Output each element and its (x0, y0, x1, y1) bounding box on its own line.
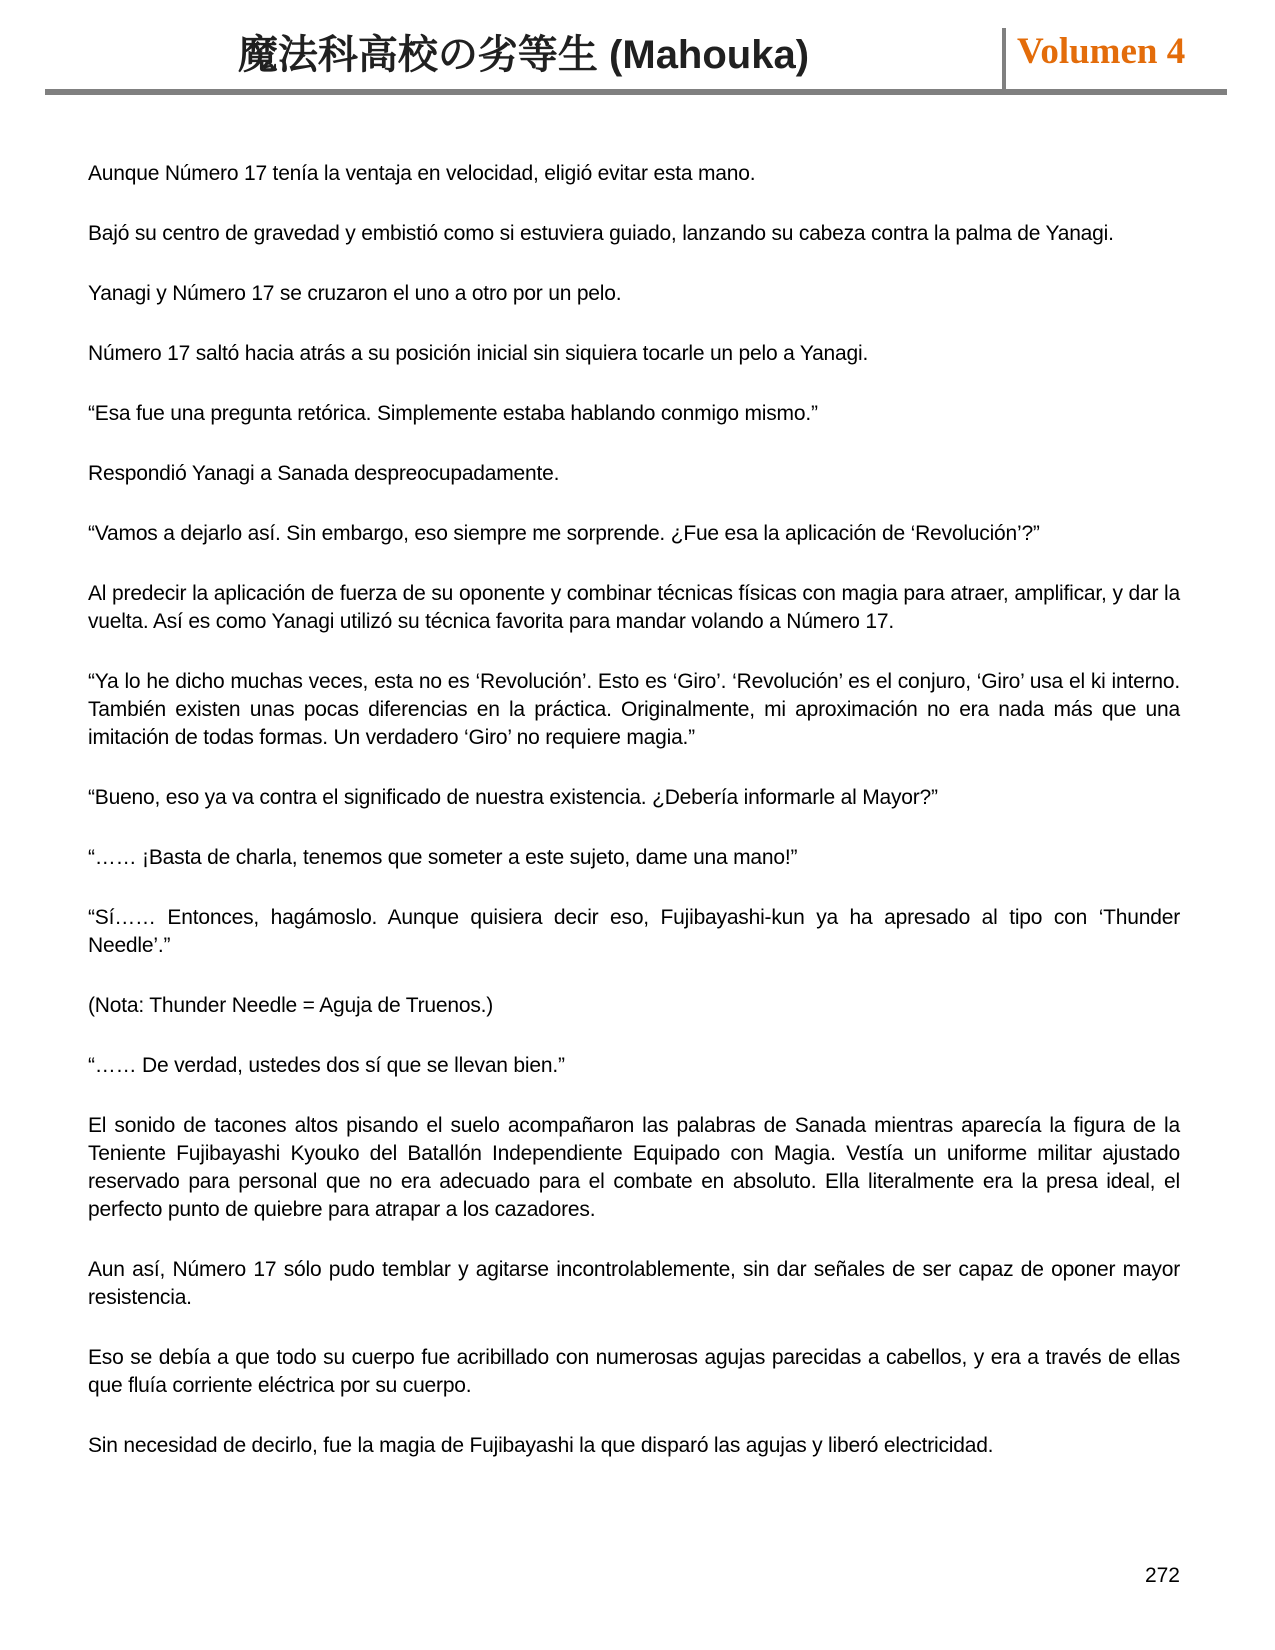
page-number: 272 (1144, 1564, 1180, 1587)
paragraph: Yanagi y Número 17 se cruzaron el uno a otro por un pelo. (88, 282, 622, 305)
paragraph: “Ya lo he dicho muchas veces, esta no es ‘Revolución’. Esto es ‘Giro’. ‘Revolución’ es el conjuro, ‘Giro’ usa el ki interno. También existen unas pocas diferencias en la práctica. Originalmente, mi aproximación no era nada más que una imitación de todas formas. Un verdadero ‘Giro’ no requiere magia.” (88, 670, 1180, 749)
paragraph: Aun así, Número 17 sólo pudo temblar y agitarse incontrolablemente, sin dar señales de ser capaz de oponer mayor resistencia. (88, 1258, 1180, 1309)
paragraph: “Sí…… Entonces, hagámoslo. Aunque quisiera decir eso, Fujibayashi-kun ya ha apresado al tipo con ‘Thunder Needle’.” (88, 906, 1180, 957)
paragraph: Respondió Yanagi a Sanada despreocupadamente. (88, 462, 560, 485)
paragraph: Sin necesidad de decirlo, fue la magia de Fujibayashi la que disparó las agujas y liberó electricidad. (88, 1434, 994, 1457)
paragraph: “Vamos a dejarlo así. Sin embargo, eso siempre me sorprende. ¿Fue esa la aplicación de ‘Revolución’?” (88, 522, 1040, 545)
page-header-title: 魔法科高校の劣等生 (Mahouka) (237, 33, 810, 77)
paragraph: “Esa fue una pregunta retórica. Simplemente estaba hablando conmigo mismo.” (88, 402, 818, 425)
volume-label: Volumen 4 (1017, 31, 1186, 72)
paragraph: Número 17 saltó hacia atrás a su posición inicial sin siquiera tocarle un pelo a Yanagi. (88, 342, 869, 365)
paragraph: “Bueno, eso ya va contra el significado de nuestra existencia. ¿Debería informarle al Mayor?” (88, 786, 938, 809)
paragraph: Al predecir la aplicación de fuerza de su oponente y combinar técnicas físicas con magia para atraer, amplificar, y dar la vuelta. Así es como Yanagi utilizó su técnica favorita para mandar volando a Número 17. (88, 582, 1180, 633)
paragraph: El sonido de tacones altos pisando el suelo acompañaron las palabras de Sanada mientras aparecía la figura de la Teniente Fujibayashi Kyouko del Batallón Independiente Equipado con Magia. Vestía un uniforme militar ajustado reservado para personal que no era adecuado para el combate en absoluto. Ella literalmente era la presa ideal, el perfecto punto de quiebre para atrapar a los cazadores. (88, 1114, 1180, 1221)
header-vertical-divider (1002, 28, 1006, 90)
body-text (88, 160, 1180, 1492)
paragraph: “…… De verdad, ustedes dos sí que se llevan bien.” (88, 1054, 565, 1077)
header-horizontal-rule (45, 89, 1227, 95)
paragraph: Eso se debía a que todo su cuerpo fue acribillado con numerosas agujas parecidas a cabellos, y era a través de ellas que fluía corriente eléctrica por su cuerpo. (88, 1346, 1180, 1397)
paragraph: Aunque Número 17 tenía la ventaja en velocidad, eligió evitar esta mano. (88, 162, 756, 185)
paragraph: “…… ¡Basta de charla, tenemos que someter a este sujeto, dame una mano!” (88, 846, 798, 869)
translator-note: (Nota: Thunder Needle = Aguja de Truenos.) (88, 994, 494, 1017)
paragraph: Bajó su centro de gravedad y embistió como si estuviera guiado, lanzando su cabeza contra la palma de Yanagi. (88, 222, 1114, 245)
